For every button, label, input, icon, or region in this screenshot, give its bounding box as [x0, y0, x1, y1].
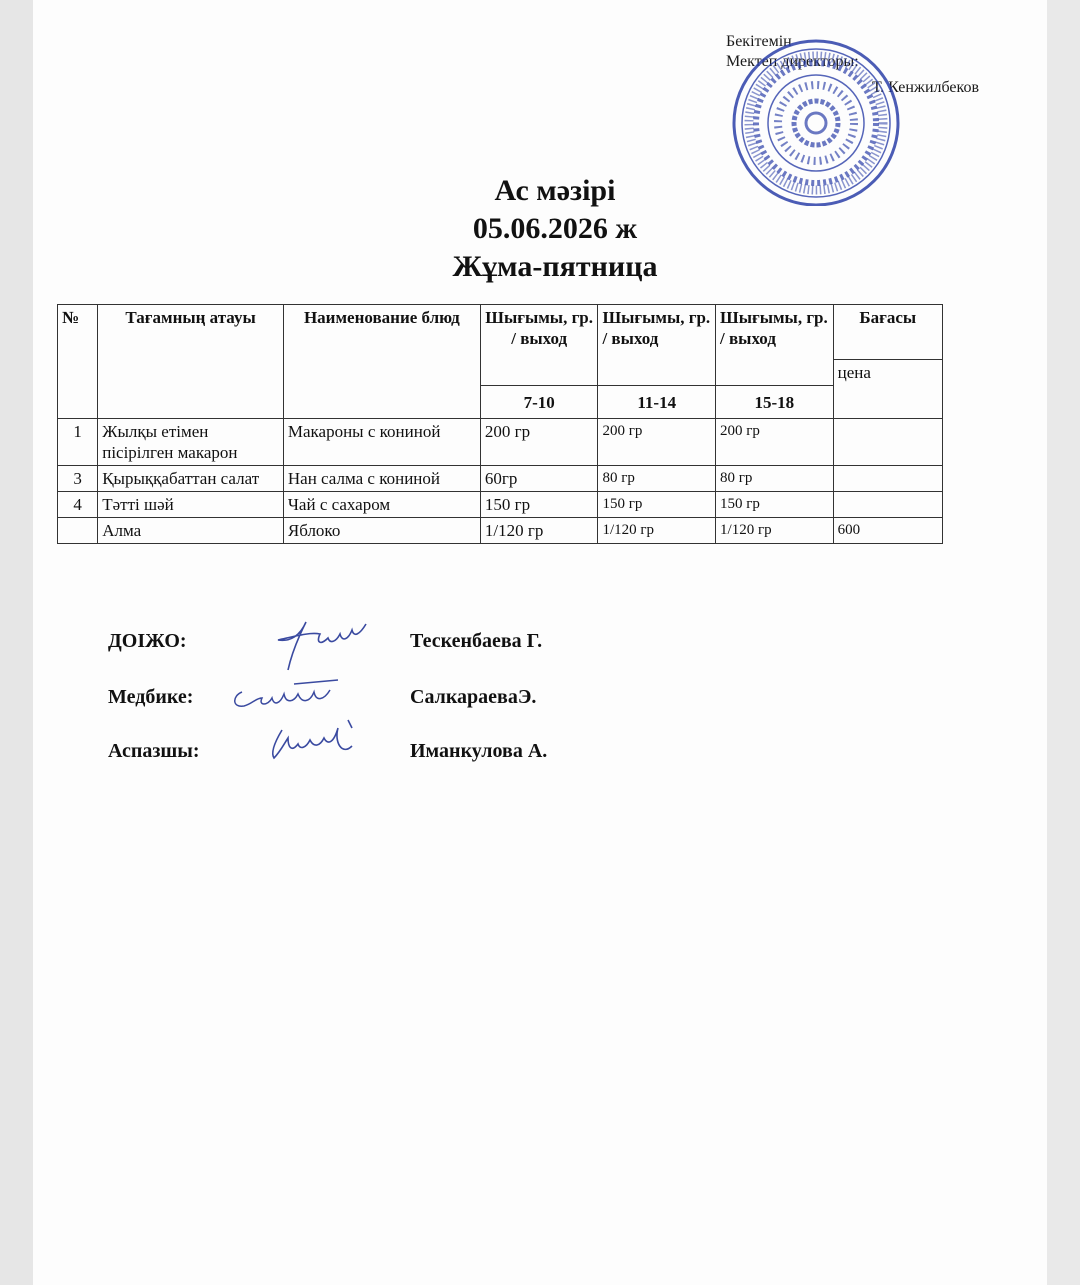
header-yield-2: Шығымы, гр. / выход — [598, 305, 716, 386]
header-age-2: 11-14 — [598, 386, 716, 419]
header-number: № — [58, 305, 98, 419]
row-price — [833, 419, 942, 466]
title-date: 05.06.2026 ж — [472, 212, 638, 245]
signature-scribble-icon — [270, 612, 380, 674]
signature-name: Иманкулова А. — [410, 740, 548, 762]
table-row — [58, 419, 943, 466]
menu-title — [0, 172, 1080, 286]
signature-role: Медбике: — [108, 686, 194, 708]
row-yield-3: 150 гр — [716, 492, 834, 518]
row-name-kz: Тәтті шәй — [98, 492, 284, 518]
table-header-row — [58, 305, 943, 360]
header-age-3: 15-18 — [716, 386, 834, 419]
approval-line-1: Бекітемін — [726, 33, 792, 50]
table-row — [58, 466, 943, 492]
signature-role: Аспазшы: — [108, 740, 200, 762]
row-yield-2: 80 гр — [598, 466, 716, 492]
table-row — [58, 492, 943, 518]
signature-name: СалкараеваЭ. — [410, 686, 537, 708]
row-name-kz: Алма — [98, 518, 284, 544]
header-price-ru: цена — [833, 360, 942, 419]
signature-scribble-icon — [262, 716, 372, 772]
row-yield-1: 1/120 гр — [480, 518, 598, 544]
approval-line-3: Т. Кенжилбеков — [872, 79, 980, 96]
row-name-ru: Яблоко — [283, 518, 480, 544]
approval-line-2: Мектеп директоры: — [726, 53, 859, 70]
menu-table — [57, 304, 943, 544]
row-name-ru: Нан салма с кониной — [283, 466, 480, 492]
header-yield-3: Шығымы, гр. / выход — [716, 305, 834, 386]
row-yield-2: 1/120 гр — [598, 518, 716, 544]
header-name-ru: Наименование блюд — [283, 305, 480, 419]
row-price — [833, 492, 942, 518]
header-age-1: 7-10 — [480, 386, 598, 419]
row-price — [833, 466, 942, 492]
row-yield-3: 1/120 гр — [716, 518, 834, 544]
row-yield-2: 200 гр — [598, 419, 716, 466]
row-price: 600 — [833, 518, 942, 544]
row-name-kz: Жылқы етімен пісірілген макарон — [98, 419, 284, 466]
table-row — [58, 518, 943, 544]
row-yield-1: 60гр — [480, 466, 598, 492]
row-yield-3: 200 гр — [716, 419, 834, 466]
row-yield-1: 150 гр — [480, 492, 598, 518]
row-number: 3 — [58, 466, 98, 492]
title-line-1: Ас мәзірі — [494, 174, 616, 207]
header-name-kz: Тағамның атауы — [98, 305, 284, 419]
row-number — [58, 518, 98, 544]
header-yield-1: Шығымы, гр. / выход — [480, 305, 598, 386]
title-day: Жұма-пятница — [452, 250, 658, 283]
row-yield-3: 80 гр — [716, 466, 834, 492]
row-number: 1 — [58, 419, 98, 466]
signature-role: ДОІЖО: — [108, 630, 187, 652]
header-price-kz: Бағасы — [833, 305, 942, 360]
row-name-ru: Чай с сахаром — [283, 492, 480, 518]
signature-name: Тескенбаева Г. — [410, 630, 543, 652]
row-yield-1: 200 гр — [480, 419, 598, 466]
row-number: 4 — [58, 492, 98, 518]
row-name-ru: Макароны с кониной — [283, 419, 480, 466]
row-yield-2: 150 гр — [598, 492, 716, 518]
signature-scribble-icon — [228, 676, 358, 716]
row-name-kz: Қырыққабаттан салат — [98, 466, 284, 492]
